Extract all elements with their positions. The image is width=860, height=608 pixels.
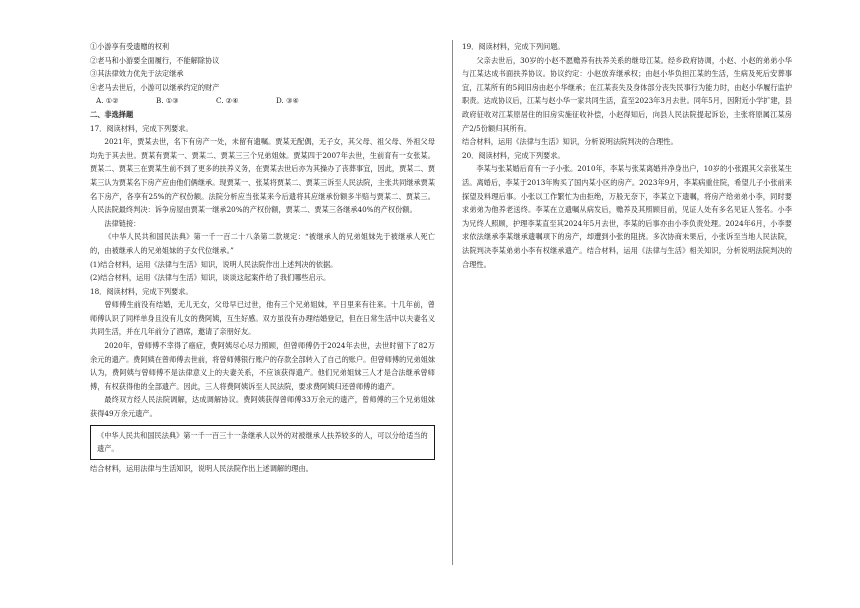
choice-a: A. ①② bbox=[96, 96, 119, 106]
choice-d: D. ③④ bbox=[276, 96, 299, 106]
right-column bbox=[462, 40, 792, 271]
q18-law-quote-box bbox=[90, 425, 435, 460]
option-3: ③其法律效力优先于法定继承 bbox=[90, 69, 184, 79]
q18-question: 结合材料，运用法律与生活知识，说明人民法院作出上述调解的理由。 bbox=[90, 463, 313, 473]
q18-law-quote: 《中华人民共和国民法典》第一千一百三十一条继承人以外的对被继承人扶养较多的人，可以分给适当的遗产。 bbox=[97, 430, 428, 454]
q19-header: 19．阅读材料，完成下列问题。 bbox=[462, 42, 565, 51]
q18-para3: 最终双方经人民法院调解，达成调解协议。费阿姨获得曾师傅33万余元的遗产，曾师傅的三个兄弟姐妹获得49万余元遗产。 bbox=[90, 395, 435, 419]
choice-b: B. ①③ bbox=[156, 96, 179, 106]
q17-paragraph: 2021年，贾某去世，名下有房产一处，未留有遗嘱。贾某无配偶，无子女，其父母、祖父母、外祖父母均先于其去世。贾某有贾某一、贾某二、贾某三三个兄弟姐妹。贾某四于2007年去世，生前育有一女张某。贾某二、贾某三在贾某生前不到了更多的扶养义务，在贾某去世后亦为其操办了丧葬事宜，因此，贾某二、贾某三认为贾某名下房产应由他们俩继承。现贾某一、张某将贾某二、贾某三诉至人民法院，主张共同继承贾某名下房产，各享有25%的产权份额。法院分析应当张某来今后遗将其应继承份额多半赔与贾某二、贾某三。人民法院最终判决：诉争房屋由贾某一继承20%的产权份额，贾某二、贾某三各继承40%的产权份额。 bbox=[90, 137, 436, 215]
q18-para2: 2020年，曾师傅不幸得了癌症，费阿姨尽心尽力照顾，但曾师傅仍于2024年去世，去世时留下了82万余元的遗产。费阿姨在曾师傅去世前，将曾师傅银行账户的存款全部转入了自己的账户。但曾师傅的兄弟姐妹认为，费阿姨与曾师傅不是法律意义上的夫妻关系，不应该获得遗产。他们兄弟姐妹三人才是合法继承曾师傅，有权获得他的全部遗产。因此，三人将费阿姨诉至人民法院，要求费阿姨归还曾师傅的遗产。 bbox=[90, 341, 436, 391]
q19-paragraph: 父亲去世后，30岁的小赵不愿赡养有扶养关系的继母江某。经乡政府协调，小赵、小赵的弟弟小华与江某达成书面扶养协议。协议约定：小赵放弃继承权；由赵小华负担江某的生活，生病及死后安葬事宜，江某所有的5间旧房由赵小华继承；在江某丧失及身体部分丧失民事行为能力时，由赵小华履行监护职责。达成协议后，江某与赵小华一家共同生活，直至2023年3月去世。同年5月，因附近小学扩建，县政府征收对江某原居住的旧房实施征收补偿，小赵得知后，向县人民法院提起诉讼，主张将原属江某房产2/5份额归其所有。 bbox=[462, 55, 792, 133]
answer-choices bbox=[90, 94, 435, 108]
left-column bbox=[90, 40, 435, 475]
q18-header: 18．阅读材料，完成下列要求。 bbox=[90, 286, 193, 296]
q17-law-text: 《中华人民共和国民法典》第一千一百二十八条第二款规定：“被继承人的兄弟姐妹先于被继承人死亡的，由被继承人的兄弟姐妹的子女代位继承。” bbox=[90, 232, 435, 255]
q17-header: 17．阅读材料，完成下列要求。 bbox=[90, 123, 193, 133]
q17-law-title: 法律链接： bbox=[104, 218, 141, 228]
q19-question: 结合材料，运用《法律与生活》知识，分析说明法院判决的合理性。 bbox=[462, 137, 678, 147]
section-title: 二、非选择题 bbox=[90, 109, 134, 119]
choice-c: C. ②④ bbox=[216, 96, 239, 106]
option-1: ①小游享有受遗赠的权利 bbox=[90, 42, 170, 51]
q20-header: 20．阅读材料，完成下列要求。 bbox=[462, 150, 565, 160]
option-2: ②老马和小游要全面履行，不能解除协议 bbox=[90, 55, 220, 65]
q17-sub1: (1)结合材料，运用《法律与生活》知识，说明人民法院作出上述判决的依据。 bbox=[90, 259, 338, 269]
q18-para1: 曾师傅生前没有结婚，无儿无女，父母早已过世，他有三个兄弟姐妹，平日里来有往来。十几年前，曾师傅认识了同样单身且没有儿女的费阿姨，互生好感。双方虽没有办理结婚登记，但在日常生活中以夫妻名义共同生活，并在几年前分了酒席，邀请了亲朋好友。 bbox=[90, 300, 436, 337]
option-4: ④老马去世后，小游可以继承约定的财产 bbox=[90, 82, 220, 92]
q20-paragraph: 李某与张某婚后育有一子小张。2010年，李某与张某离婚并净身出户，10岁的小张跟其父亲张某生活。离婚后，李某于2013年购买了国内某小区的房产。2023年9月，李某病重住院，希望儿子小张前来探望及料理后事。小张以工作繁忙为由拒绝，万般无奈下，李某立下遗嘱，将房产给弟弟小李，同时要求弟弟为他养老送终。李某在立遗嘱从病发后，赡养及其照顾目前，见证人处有多名见证人签名。小李为兄终人照顾，护理李某直至其2024年5月去世，李某的后事亦由小李负责处理。2024年6月，小李要求依法继承李某继承遗嘱项下的房产，却遭到小张的阻挠。多次协商未果后，小张诉至当地人民法院，法院判决李某弟弟小李有权继承遗产。结合材料，运用《法律与生活》相关知识，分析说明法院判决的合理性。 bbox=[462, 164, 792, 269]
column-divider bbox=[452, 40, 453, 565]
q17-sub2: (2)结合材料，运用《法律与生活》知识，谈谈这起案件给了我们哪些启示。 bbox=[90, 273, 331, 283]
